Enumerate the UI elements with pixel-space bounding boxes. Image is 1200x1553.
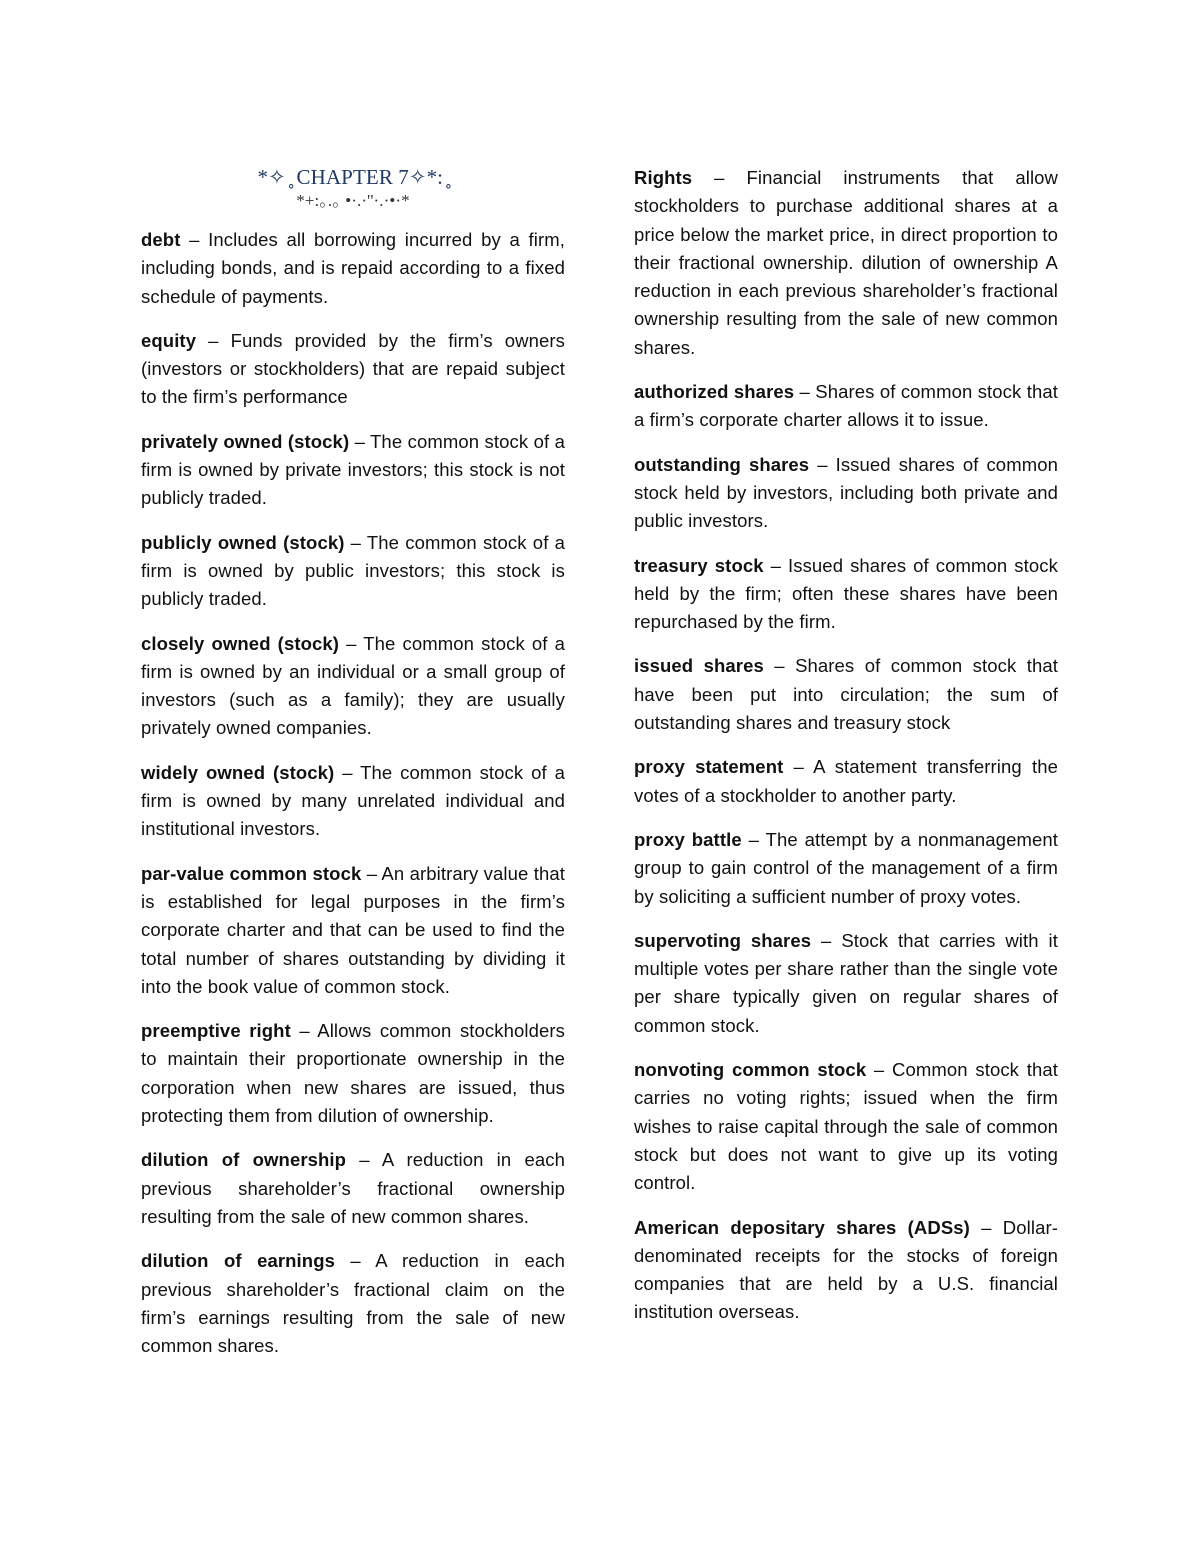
glossary-definition: – Issued shares of common stock held by the firm; often these shares have been repurchased by the firm. bbox=[634, 554, 1058, 633]
glossary-definition: – Shares of common stock that a firm’s corporate charter allows it to issue. bbox=[634, 381, 1058, 431]
glossary-definition: – Includes all borrowing incurred by a firm, including bonds, and is repaid according to a fixed schedule of payments. bbox=[141, 229, 565, 307]
glossary-entry bbox=[141, 630, 565, 743]
glossary-term: outstanding shares bbox=[634, 453, 810, 475]
glossary-entry bbox=[634, 378, 1058, 435]
glossary-entry bbox=[634, 164, 1058, 362]
glossary-definition: – The attempt by a nonmanagement group to gain control of the management of a firm by soliciting a sufficient number of proxy votes. bbox=[634, 828, 1058, 907]
glossary-term: widely owned (stock) bbox=[141, 761, 335, 783]
left-column bbox=[141, 164, 565, 1376]
glossary-term: privately owned (stock) bbox=[141, 430, 350, 452]
glossary-term: supervoting shares bbox=[634, 929, 812, 951]
glossary-entry bbox=[141, 428, 565, 513]
glossary-definition: – An arbitrary value that is established for legal purposes in the firm’s corporate charter and that can be used to find the total number of shares outstanding by dividing it into the book value of common stock. bbox=[141, 862, 565, 997]
glossary-definition: – A reduction in each previous shareholder’s fractional ownership resulting from the sale of new common shares. bbox=[141, 1149, 565, 1227]
chapter-title-line: *✧ ̥̥ CHAPTER 7✧*: ̥̥ bbox=[257, 165, 449, 189]
glossary-definition: – Stock that carries with it multiple votes per share rather than the single vote per share typically given on regular shares of common stock. bbox=[634, 929, 1058, 1036]
glossary-definition: – The common stock of a firm is owned by an individual or a small group of investors (such as a family); they are usually privately owned companies. bbox=[141, 632, 565, 739]
glossary-entry bbox=[634, 552, 1058, 637]
glossary-term: proxy battle bbox=[634, 828, 742, 850]
glossary-definition: – Shares of common stock that have been put into circulation; the sum of outstanding shares and treasury stock bbox=[634, 655, 1058, 734]
glossary-entry bbox=[141, 1146, 565, 1231]
glossary-term: publicly owned (stock) bbox=[141, 531, 345, 553]
glossary-term: dilution of earnings bbox=[141, 1250, 335, 1272]
glossary-definition: – Common stock that carries no voting rights; issued when the firm wishes to raise capital through the sale of common stock but does not want to give up its voting control. bbox=[634, 1059, 1058, 1194]
decorative-title-line: *+:｡.｡ •·.·''·.·•·* bbox=[296, 191, 410, 210]
glossary-entry bbox=[634, 753, 1058, 810]
glossary-term: issued shares bbox=[634, 655, 764, 677]
glossary-term: debt bbox=[141, 229, 181, 250]
glossary-definition: – A reduction in each previous shareholder’s fractional claim on the firm’s earnings resulting from the sale of new common shares. bbox=[141, 1250, 565, 1357]
glossary-term: authorized shares bbox=[634, 381, 795, 403]
glossary-definition: – Issued shares of common stock held by investors, including both private and public investors. bbox=[634, 453, 1058, 532]
chapter-title bbox=[141, 164, 565, 212]
glossary-entry bbox=[141, 1017, 565, 1130]
glossary-entry bbox=[634, 826, 1058, 911]
glossary-term: nonvoting common stock bbox=[634, 1059, 867, 1081]
glossary-definition: – Funds provided by the firm’s owners (investors or stockholders) that are repaid subject to the firm’s performance bbox=[141, 329, 565, 408]
glossary-entry bbox=[634, 927, 1058, 1040]
glossary-entry bbox=[141, 226, 565, 311]
glossary-definition: – Dollar-denominated receipts for the stocks of foreign companies that are held by a U.S. financial institution overseas. bbox=[634, 1216, 1058, 1323]
glossary-term: equity bbox=[141, 329, 197, 351]
glossary-definition: – Financial instruments that allow stockholders to purchase additional shares at a price below the market price, in direct proportion to their fractional ownership. dilution of ownership A reduction in each previous shareholder’s fractional ownership resulting from the sale of new common shares. bbox=[634, 167, 1058, 358]
glossary-definition: – The common stock of a firm is owned by public investors; this stock is publicly traded. bbox=[141, 531, 566, 610]
glossary-entry bbox=[634, 1214, 1058, 1327]
glossary-entry bbox=[141, 327, 565, 412]
glossary-term: closely owned (stock) bbox=[141, 632, 340, 654]
glossary-term: proxy statement bbox=[634, 756, 784, 778]
glossary-entry bbox=[141, 759, 565, 844]
glossary-term: American depositary shares (ADSs) bbox=[634, 1216, 970, 1238]
glossary-entry bbox=[141, 529, 565, 614]
glossary-definition: – The common stock of a firm is owned by private investors; this stock is not publicly traded. bbox=[141, 430, 565, 509]
glossary-term: Rights bbox=[634, 167, 693, 188]
glossary-definition: – A statement transferring the votes of a stockholder to another party. bbox=[634, 756, 1059, 806]
glossary-term: par-value common stock bbox=[141, 862, 362, 884]
glossary-term: dilution of ownership bbox=[141, 1149, 347, 1171]
glossary-entry bbox=[634, 451, 1058, 536]
glossary-entry bbox=[634, 1056, 1058, 1197]
glossary-entry bbox=[141, 1247, 565, 1360]
glossary-definition: – Allows common stockholders to maintain their proportionate ownership in the corporation when new shares are issued, thus protecting them from dilution of ownership. bbox=[141, 1020, 565, 1127]
glossary-term: treasury stock bbox=[634, 554, 764, 576]
glossary-definition: – The common stock of a firm is owned by many unrelated individual and institutional investors. bbox=[141, 761, 566, 840]
glossary-term: preemptive right bbox=[141, 1020, 291, 1042]
glossary-entry bbox=[634, 652, 1058, 737]
right-column bbox=[634, 164, 1058, 1343]
glossary-entry bbox=[141, 860, 565, 1001]
